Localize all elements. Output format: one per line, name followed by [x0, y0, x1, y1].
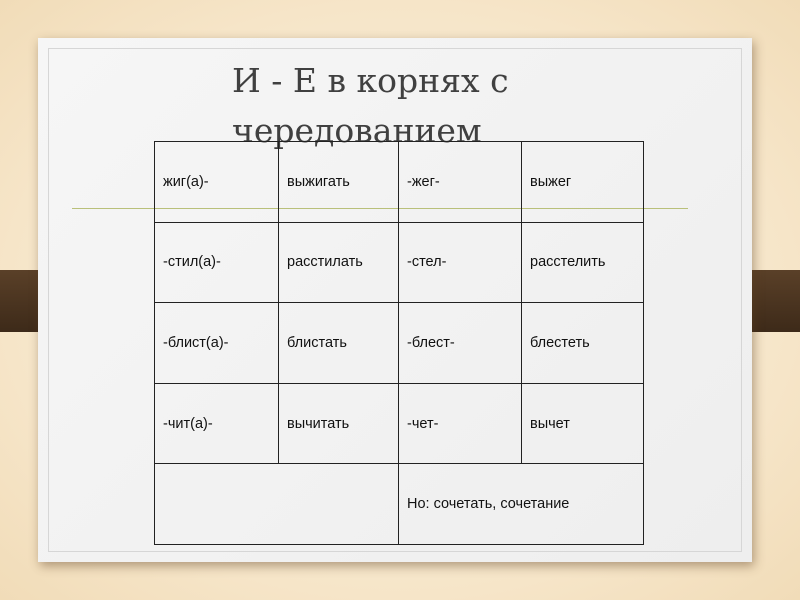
table-cell: -чит(а)-: [155, 383, 279, 464]
exception-note: Но: сочетать, сочетание: [399, 464, 644, 545]
table-cell: -стел-: [399, 222, 522, 303]
table-cell: вычет: [522, 383, 644, 464]
table-cell: -блест-: [399, 303, 522, 384]
table-cell: блестеть: [522, 303, 644, 384]
table-cell-empty: [155, 464, 399, 545]
table-cell: -блист(а)-: [155, 303, 279, 384]
table-row: [155, 303, 644, 384]
table-row: [155, 383, 644, 464]
table-row: [155, 222, 644, 303]
table-cell: выжигать: [279, 142, 399, 223]
table-cell: расстилать: [279, 222, 399, 303]
table-cell: -стил(а)-: [155, 222, 279, 303]
table-cell: выжег: [522, 142, 644, 223]
table-row: [155, 142, 644, 223]
table-cell: -чет-: [399, 383, 522, 464]
table-cell: блистать: [279, 303, 399, 384]
table-cell: жиг(а)-: [155, 142, 279, 223]
table-cell: вычитать: [279, 383, 399, 464]
table-row-note: [155, 464, 644, 545]
table-cell: расстелить: [522, 222, 644, 303]
alternation-table: [154, 141, 644, 545]
slide-title: И - Е в корнях с чередованием: [232, 61, 509, 150]
table-cell: -жег-: [399, 142, 522, 223]
